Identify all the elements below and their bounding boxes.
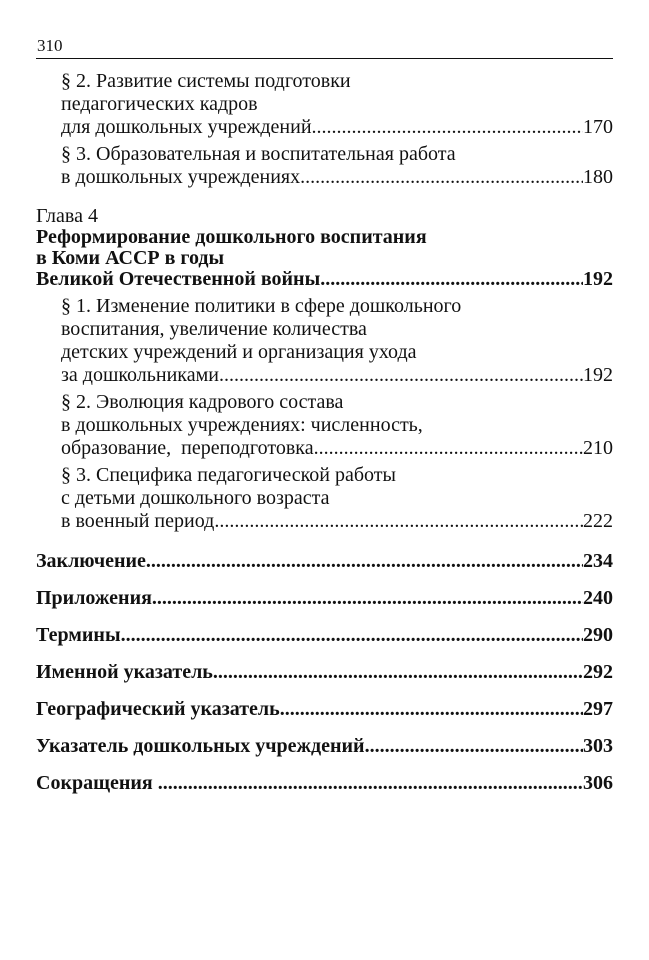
page-ref: 306	[583, 772, 613, 794]
section-text-line: в дошкольных учреждениях	[61, 166, 301, 188]
dot-leader	[213, 660, 583, 684]
toc-section-ch4-3[interactable]	[61, 464, 613, 533]
dot-leader	[300, 166, 583, 189]
section-text-line: в военный период	[61, 510, 215, 532]
section-text-line: § 1. Изменение политики в сфере дошкольного	[61, 295, 462, 317]
toc-section-ch3-3[interactable]	[61, 143, 613, 189]
dot-leader	[152, 586, 583, 610]
dot-leader	[280, 697, 583, 721]
page-ref: 303	[583, 735, 613, 757]
page-ref: 290	[583, 624, 613, 646]
dot-leader	[312, 116, 583, 139]
page-ref: 240	[583, 587, 613, 609]
toc-section-ch3-2[interactable]	[61, 70, 613, 139]
entry-title: Сокращения	[36, 772, 158, 794]
section-text-line: в дошкольных учреждениях: численность,	[61, 414, 423, 436]
section-text-line: § 2. Развитие системы подготовки	[61, 70, 351, 92]
section-text-line: за дошкольниками	[61, 364, 219, 386]
entry-title: Именной указатель	[36, 661, 213, 683]
entry-title: Заключение	[36, 550, 146, 572]
page-ref: 210	[583, 437, 613, 459]
header-rule	[36, 58, 613, 59]
chapter-title-line: Реформирование дошкольного воспитания	[36, 226, 427, 248]
dot-leader	[219, 364, 583, 387]
toc-entry-conclusion[interactable]	[36, 549, 613, 573]
dot-leader	[146, 549, 583, 573]
section-text-line: с детьми дошкольного возраста	[61, 487, 330, 509]
page-ref: 180	[583, 166, 613, 188]
section-text-line: § 3. Специфика педагогической работы	[61, 464, 396, 486]
toc-entry-appendices[interactable]	[36, 586, 613, 610]
chapter-title[interactable]	[36, 227, 613, 290]
page-ref: 222	[583, 510, 613, 532]
dot-leader	[214, 510, 583, 533]
toc-entry-name-index[interactable]	[36, 660, 613, 684]
table-of-contents	[36, 70, 613, 795]
page-ref: 192	[583, 268, 613, 290]
section-last-line	[61, 166, 613, 189]
dot-leader	[365, 734, 583, 758]
dot-leader	[320, 269, 583, 290]
section-last-line	[61, 510, 613, 533]
entry-title: Приложения	[36, 587, 152, 609]
toc-entry-institutions-index[interactable]	[36, 734, 613, 758]
page-number: 310	[37, 36, 63, 55]
section-text-line: § 2. Эволюция кадрового состава	[61, 391, 344, 413]
toc-entry-geo-index[interactable]	[36, 697, 613, 721]
dot-leader	[314, 437, 583, 460]
entry-title: Указатель дошкольных учреждений	[36, 735, 365, 757]
chapter-title-line: в Коми АССР в годы	[36, 247, 225, 269]
page-ref: 292	[583, 661, 613, 683]
chapter-label: Глава 4	[36, 205, 98, 227]
section-text-line: образование, переподготовка	[61, 437, 314, 459]
section-last-line	[61, 116, 613, 139]
page-ref: 297	[583, 698, 613, 720]
page-ref: 234	[583, 550, 613, 572]
section-text-line: педагогических кадров	[61, 93, 258, 115]
chapter-title-line: Великой Отечественной войны	[36, 268, 321, 290]
dot-leader	[158, 771, 583, 795]
section-last-line	[61, 437, 613, 460]
section-last-line	[61, 364, 613, 387]
section-text-line: § 3. Образовательная и воспитательная работа	[61, 143, 456, 165]
chapter-title-last-line	[36, 269, 613, 290]
toc-entry-terms[interactable]	[36, 623, 613, 647]
entry-title: Географический указатель	[36, 698, 280, 720]
toc-entry-abbreviations[interactable]	[36, 771, 613, 795]
page-ref: 192	[583, 364, 613, 386]
entry-title: Термины	[36, 624, 121, 646]
section-text-line: воспитания, увеличение количества	[61, 318, 367, 340]
toc-section-ch4-2[interactable]	[61, 391, 613, 460]
page-ref: 170	[583, 116, 613, 138]
dot-leader	[121, 623, 583, 647]
section-text-line: детских учреждений и организация ухода	[61, 341, 417, 363]
section-text-line: для дошкольных учреждений	[61, 116, 312, 138]
toc-section-ch4-1[interactable]	[61, 295, 613, 387]
